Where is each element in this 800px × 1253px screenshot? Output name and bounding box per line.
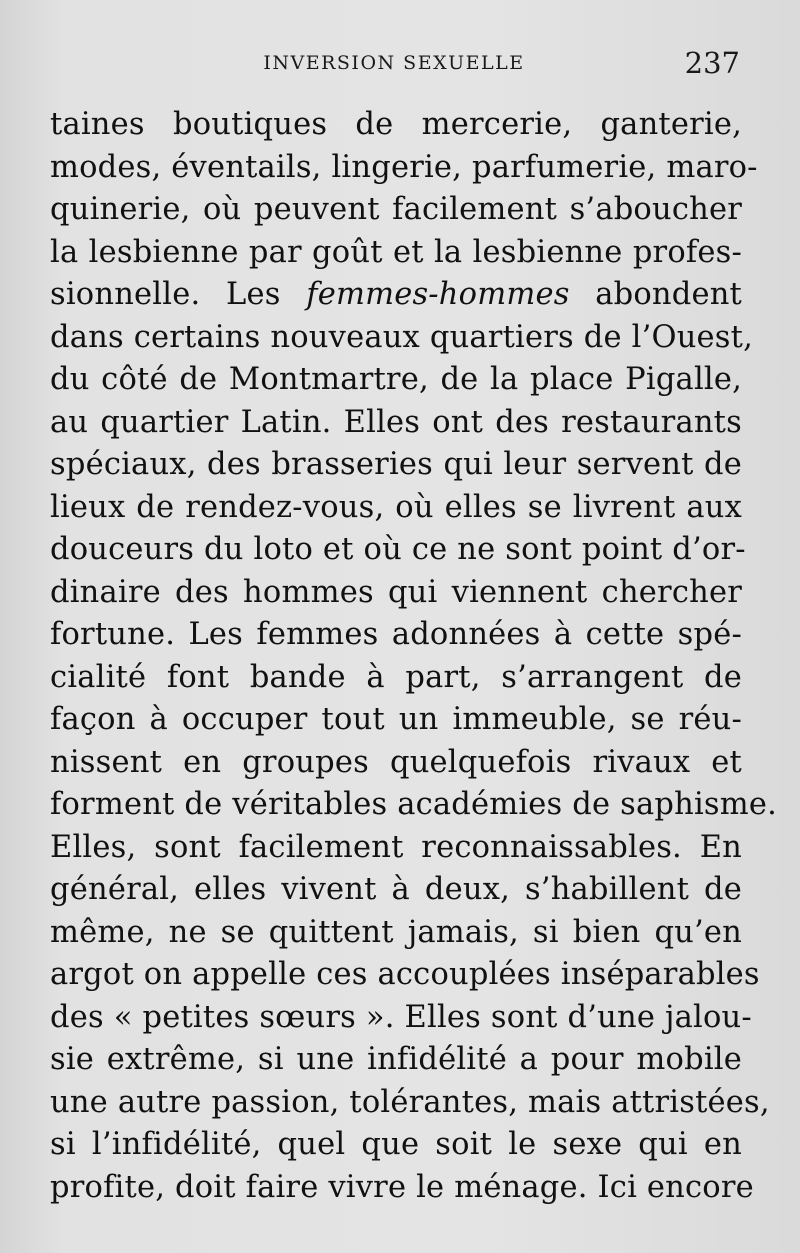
text-line: argot on appelle ces accouplées inséparables bbox=[50, 957, 760, 992]
text-line: général, elles vivent à deux, s’habillent de bbox=[50, 872, 742, 907]
text-line: façon à occuper tout un immeuble, se réu- bbox=[50, 702, 742, 737]
text-line: taines boutiques de mercerie, ganterie, bbox=[50, 107, 742, 142]
text-line: une autre passion, tolérantes, mais attristées, bbox=[50, 1084, 770, 1120]
page-number: 237 bbox=[684, 46, 740, 80]
text-line: fortune. Les femmes adonnées à cette spé- bbox=[50, 617, 742, 652]
text-line: nissent en groupes quelquefois rivaux et bbox=[50, 744, 742, 780]
text-line: même, ne se quittent jamais, si bien qu’en bbox=[50, 914, 742, 950]
body-text bbox=[50, 104, 778, 1209]
text-line: dans certains nouveaux quartiers de l’Ouest, bbox=[50, 319, 753, 355]
text-line: lieux de rendez-vous, où elles se livrent aux bbox=[50, 489, 742, 525]
text-segment: abondent bbox=[569, 277, 742, 312]
text-line: forment de véritables académies de saphisme. bbox=[50, 787, 778, 822]
page-header bbox=[48, 46, 740, 78]
running-title: INVERSION SEXUELLE bbox=[263, 52, 525, 74]
text-line: modes, éventails, lingerie, parfumerie, maro- bbox=[50, 149, 758, 185]
text-line: la lesbienne par goût et la lesbienne profes- bbox=[50, 234, 742, 270]
text-line: dinaire des hommes qui viennent chercher bbox=[50, 574, 742, 610]
text-line: douceurs du loto et où ce ne sont point d’or- bbox=[50, 532, 746, 567]
text-line: au quartier Latin. Elles ont des restaurants bbox=[50, 404, 742, 440]
italic-term: femmes-hommes bbox=[306, 277, 570, 312]
text-line-with-italic bbox=[50, 274, 742, 317]
text-line: spéciaux, des brasseries qui leur servent de bbox=[50, 447, 742, 482]
text-line: Elles, sont facilement reconnaissables. En bbox=[50, 829, 742, 865]
text-line: si l’infidélité, quel que soit le sexe qui en bbox=[50, 1127, 742, 1162]
text-line: profite, doit faire vivre le ménage. Ici encore bbox=[50, 1169, 754, 1205]
text-line: du côté de Montmartre, de la place Pigalle, bbox=[50, 362, 742, 397]
text-line: quinerie, où peuvent facilement s’aboucher bbox=[50, 192, 742, 227]
text-line: des « petites sœurs ». Elles sont d’une jalou- bbox=[50, 999, 752, 1035]
text-line: sie extrême, si une infidélité a pour mobile bbox=[50, 1042, 742, 1077]
text-segment: sionnelle. Les bbox=[50, 277, 307, 312]
text-line: cialité font bande à part, s’arrangent de bbox=[50, 659, 742, 695]
